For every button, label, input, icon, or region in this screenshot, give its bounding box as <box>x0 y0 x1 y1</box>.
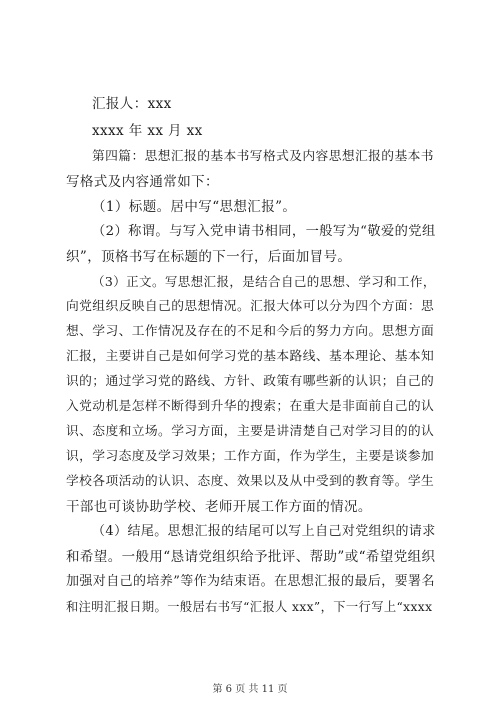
item-title: （1）标题。居中写“思想汇报”。 <box>92 199 297 215</box>
reporter-line: 汇报人：xxx <box>92 96 172 112</box>
item-salutation: （2）称谓。与写入党申请书相同，一般写为“敬爱的党组 <box>92 224 436 239</box>
body-line: 识的；通过学习党的路线、方针、政策有哪些新的认识；自己的 <box>66 374 435 389</box>
page-footer: 第 6 页 共 11 页 <box>212 684 288 695</box>
section-heading: 第四篇：思想汇报的基本书写格式及内容思想汇报的基本书 <box>92 149 434 164</box>
body-line: 学校各项活动的认识、态度、效果以及从中受到的教育等。学生 <box>66 474 435 489</box>
body-line: 和希望。一般用“恳请党组织给予批评、帮助”或“希望党组织 <box>66 549 436 565</box>
body-line: 汇报，主要讲自己是如何学习党的基本路线、基本理论、基本知 <box>66 349 435 364</box>
item-body: （3）正文。写思想汇报，是结合自己的思想、学习和工作， <box>92 274 436 289</box>
section-heading-cont: 写格式及内容通常如下： <box>66 174 219 190</box>
body-line: 识，学习态度及学习效果；工作方面，作为学生，主要是谈参加 <box>66 449 435 464</box>
item-salutation-cont: 织”，顶格书写在标题的下一行，后面加冒号。 <box>66 249 352 265</box>
body-line: 干部也可谈协助学校、老师开展工作方面的情况。 <box>66 499 372 515</box>
date-line: xxxx 年 xx 月 xx <box>92 123 203 139</box>
item-ending: （4）结尾。思想汇报的结尾可以写上自己对党组织的请求 <box>92 524 436 539</box>
body-line: 识、态度和立场。学习方面，主要是讲清楚自己对学习目的的认 <box>66 424 435 439</box>
body-line: 和注明汇报日期。一般居右书写“汇报人 xxx”，下一行写上“xxxx <box>66 600 433 614</box>
body-line: 想、学习、工作情况及存在的不足和今后的努力方向。思想方面 <box>66 324 435 339</box>
body-line: 向党组织反映自己的思想情况。汇报大体可以分为四个方面：思 <box>66 299 435 314</box>
body-line: 入党动机是怎样不断得到升华的搜索；在重大是非面前自己的认 <box>66 399 435 414</box>
body-line: 加强对自己的培养”等作为结束语。在思想汇报的最后，要署名 <box>66 574 435 589</box>
